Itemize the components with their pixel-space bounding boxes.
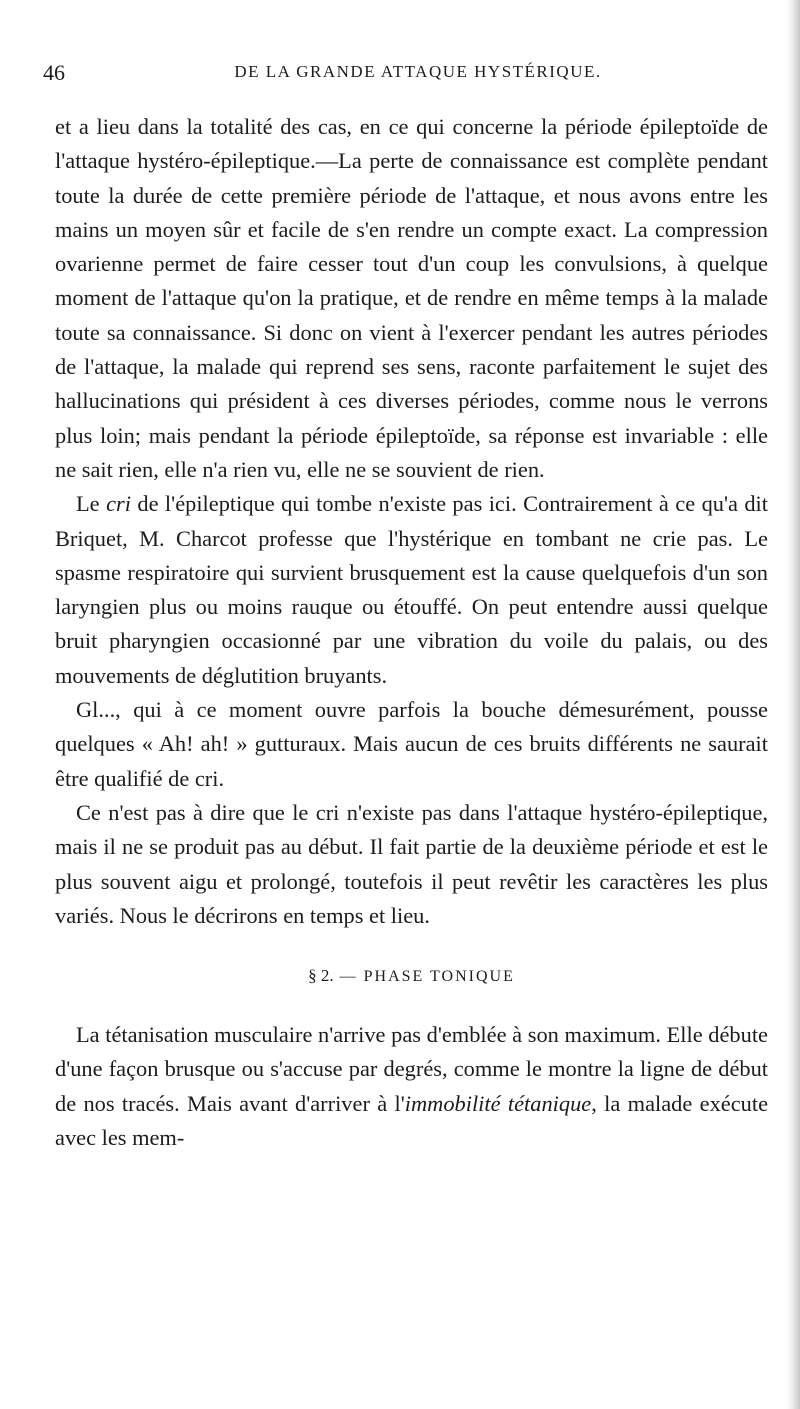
section-dash: — [339,968,358,986]
paragraph-5-start: La tétanisation musculaire n'arrive pas d'emblée à son maximum. Elle débute d'une façon brusque ou s'accuse par degrés, comme le montre la ligne de début de nos tracés. Mais avant d'arriver à l' [55,1022,768,1116]
section-number: § 2. [308,966,334,986]
paragraph-2 [55,487,768,693]
paragraph-2-rest: de l'épileptique qui tombe n'existe pas ici. Contrairement à ce qu'a dit Briquet, M. Charcot professe que l'hystérique en tombant ne crie pas. Le spasme respiratoire qui survient brusquement est la cause quelquefois d'un son laryngien plus ou moins rauque ou étouffé. On peut entendre aussi quelque bruit pharyngien occasionné par une vibration du voile du palais, ou des mouvements de déglutition bruyants. [55,491,768,688]
page-number: 46 [43,60,65,85]
page-binding-edge [786,0,800,1409]
emphasis-immobilite-tetanique: immobilité tétanique [404,1090,592,1116]
paragraph-1: et a lieu dans la totalité des cas, en ce qui concerne la période épileptoïde de l'attaque hystéro-épileptique.—La perte de connaissance est complète pendant toute la durée de cette première période de l'attaque, et nous avons entre les mains un moyen sûr et facile de s'en rendre un compte exact. La compression ovarienne permet de faire cesser tout d'un coup les convulsions, à quelque moment de l'attaque qu'on la pratique, et de rendre en même temps à la malade toute sa connaissance. Si donc on vient à l'exercer pendant les autres périodes de l'attaque, la malade qui reprend ses sens, raconte parfaitement le sujet des hallucinations qui président à ces diverses périodes, comme nous le verrons plus loin; mais pendant la période épileptoïde, sa réponse est invariable : elle ne sait rien, elle n'a rien vu, elle ne se souvient de rien. [55,114,768,482]
paragraph-2-start: Le [76,491,107,517]
paragraph-4: Ce n'est pas à dire que le cri n'existe pas dans l'attaque hystéro-épileptique, mais il ne se produit pas au début. Il fait partie de la deuxième période et est le plus souvent aigu et prolongé, toutefois il peut revêtir les caractères les plus variés. Nous le décrirons en temps et lieu. [55,799,768,928]
paragraph-5-rest: , la malade exécute avec les mem- [55,1090,769,1151]
body-text [55,110,768,1155]
emphasis-cri: cri [106,491,131,517]
paragraph-3: Gl..., qui à ce moment ouvre parfois la bouche démesurément, pousse quelques « Ah! ah! » gutturaux. Mais aucun de ces bruits différents ne saurait être qualifié de cri. [55,697,768,791]
section-title: PHASE TONIQUE [363,968,515,986]
paragraph-5 [55,1018,768,1155]
section-heading [55,966,768,987]
page-header [43,60,763,90]
running-head: DE LA GRANDE ATTAQUE HYSTÉRIQUE. [234,62,602,81]
